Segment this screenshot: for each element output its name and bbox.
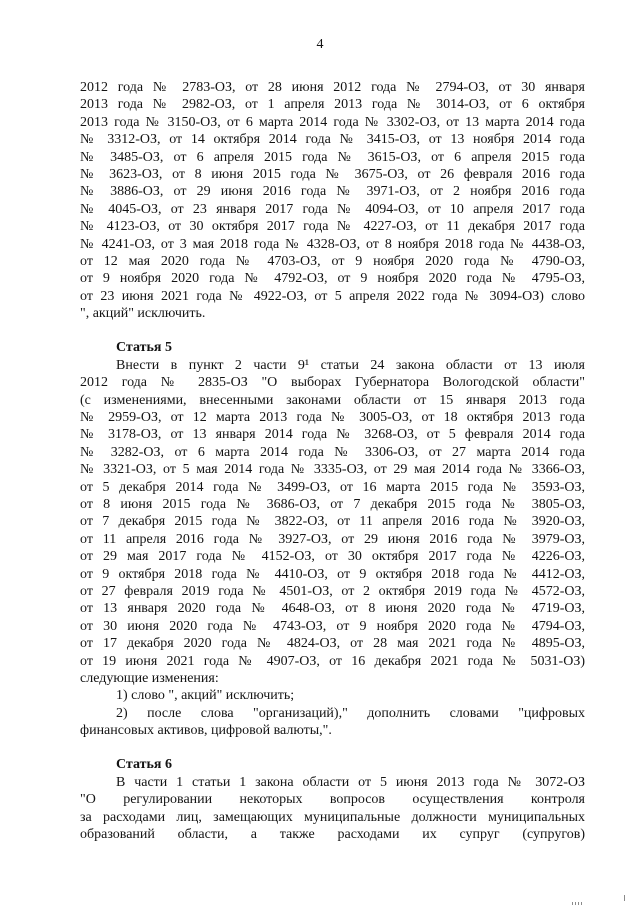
text-line: № 4241-ОЗ, от 3 мая 2018 года № 4328-ОЗ, от 8 ноября 2018 года № 4438-ОЗ, [80,236,585,252]
text-line: от 17 декабря 2020 года № 4824-ОЗ, от 28 мая 2021 года № 4895-ОЗ, [80,636,585,652]
text-line: от 30 июня 2020 года № 4743-ОЗ, от 9 ноября 2020 года № 4794-ОЗ, [80,618,585,634]
text-line: от 7 декабря 2015 года № 3822-ОЗ, от 11 апреля 2016 года № 3920-ОЗ, [80,514,585,530]
text-line: 2012 года № 2835-ОЗ "О выборах Губернатора Вологодской области" [80,375,585,391]
text-line: следующие изменения: [80,670,219,686]
text-line: № 2959-ОЗ, от 12 марта 2013 года № 3005-ОЗ, от 18 октября 2013 года [80,410,585,426]
list-item-2 [80,705,585,740]
text-line: от 29 мая 2017 года № 4152-ОЗ, от 30 октября 2017 года № 4226-ОЗ, [80,549,585,565]
text-line: № 4045-ОЗ, от 23 января 2017 года № 4094-ОЗ, от 10 апреля 2017 года [80,201,585,217]
text-line: № 3312-ОЗ, от 14 октября 2014 года № 3415-ОЗ, от 13 ноября 2014 года [80,132,585,148]
paragraph-continuation [80,79,585,322]
text-line: 2012 года № 2783-ОЗ, от 28 июня 2012 года № 2794-ОЗ, от 30 января [80,80,585,95]
scan-artifact [624,895,625,901]
text-line: за расходами лиц, замещающих муниципальные должности муниципальных [80,809,585,825]
text-line: (с изменениями, внесенными законами области от 15 января 2013 года [80,392,585,408]
text-line: от 27 февраля 2019 года № 4501-ОЗ, от 2 октября 2019 года № 4572-ОЗ, [80,583,585,599]
text-line: 2013 года № 3150-ОЗ, от 6 марта 2014 года № 3302-ОЗ, от 13 марта 2014 года [80,114,585,130]
text-line: образований области, а также расходами их супруг (супругов) [80,827,585,843]
article-6-heading: Статья 6 [116,757,172,773]
article-6-paragraph [80,774,585,844]
page-number: 4 [316,37,324,52]
text-line: 2) после слова "организаций)," дополнить словами "цифровых [116,705,585,721]
text-line: от 13 января 2020 года № 4648-ОЗ, от 8 июня 2020 года № 4719-ОЗ, [80,601,585,617]
article-5-paragraph [80,357,585,687]
article-5-heading: Статья 5 [116,340,172,356]
text-line: от 9 ноября 2020 года № 4792-ОЗ, от 9 ноября 2020 года № 4795-ОЗ, [80,271,585,287]
text-line: от 8 июня 2015 года № 3686-ОЗ, от 7 декабря 2015 года № 3805-ОЗ, [80,496,585,512]
text-line: № 3623-ОЗ, от 8 июня 2015 года № 3675-ОЗ, от 26 февраля 2016 года [80,166,585,182]
text-line: № 3886-ОЗ, от 29 июня 2016 года № 3971-ОЗ, от 2 ноября 2016 года [80,184,585,200]
text-line: № 3282-ОЗ, от 6 марта 2014 года № 3306-ОЗ, от 27 марта 2014 года [80,444,585,460]
text-line: В части 1 статьи 1 закона области от 5 июня 2013 года № 3072-ОЗ [116,774,585,790]
text-line: № 4123-ОЗ, от 30 октября 2017 года № 4227-ОЗ, от 11 декабря 2017 года [80,219,585,235]
text-line: от 23 июня 2021 года № 4922-ОЗ, от 5 апреля 2022 года № 3094-ОЗ) слово [80,288,585,304]
text-line: Внести в пункт 2 части 9¹ статьи 24 закона области от 13 июля [116,357,585,373]
text-line: № 3485-ОЗ, от 6 апреля 2015 года № 3615-ОЗ, от 6 апреля 2015 года [80,149,585,165]
text-line: ", акций" исключить. [80,306,206,322]
text-line: 2013 года № 2982-ОЗ, от 1 апреля 2013 года № 3014-ОЗ, от 6 октября [80,97,585,113]
scan-artifact [572,895,586,902]
text-line: от 5 декабря 2014 года № 3499-ОЗ, от 16 марта 2015 года № 3593-ОЗ, [80,479,585,495]
list-item-1: 1) слово ", акций" исключить; [116,688,295,704]
text-line: финансовых активов, цифровой валюты,". [80,723,332,739]
text-line: № 3178-ОЗ, от 13 января 2014 года № 3268-ОЗ, от 5 февраля 2014 года [80,427,585,443]
text-line: от 12 мая 2020 года № 4703-ОЗ, от 9 ноября 2020 года № 4790-ОЗ, [80,253,585,269]
text-line: "О регулировании некоторых вопросов осуществления контроля [80,792,585,808]
document-body [80,79,585,843]
text-line: № 3321-ОЗ, от 5 мая 2014 года № 3335-ОЗ, от 29 мая 2014 года № 3366-ОЗ, [80,462,585,478]
text-line: от 11 апреля 2016 года № 3927-ОЗ, от 29 июня 2016 года № 3979-ОЗ, [80,531,585,547]
text-line: от 19 июня 2021 года № 4907-ОЗ, от 16 декабря 2021 года № 5031-ОЗ) [80,653,585,669]
text-line: от 9 октября 2018 года № 4410-ОЗ, от 9 октября 2018 года № 4412-ОЗ, [80,566,585,582]
